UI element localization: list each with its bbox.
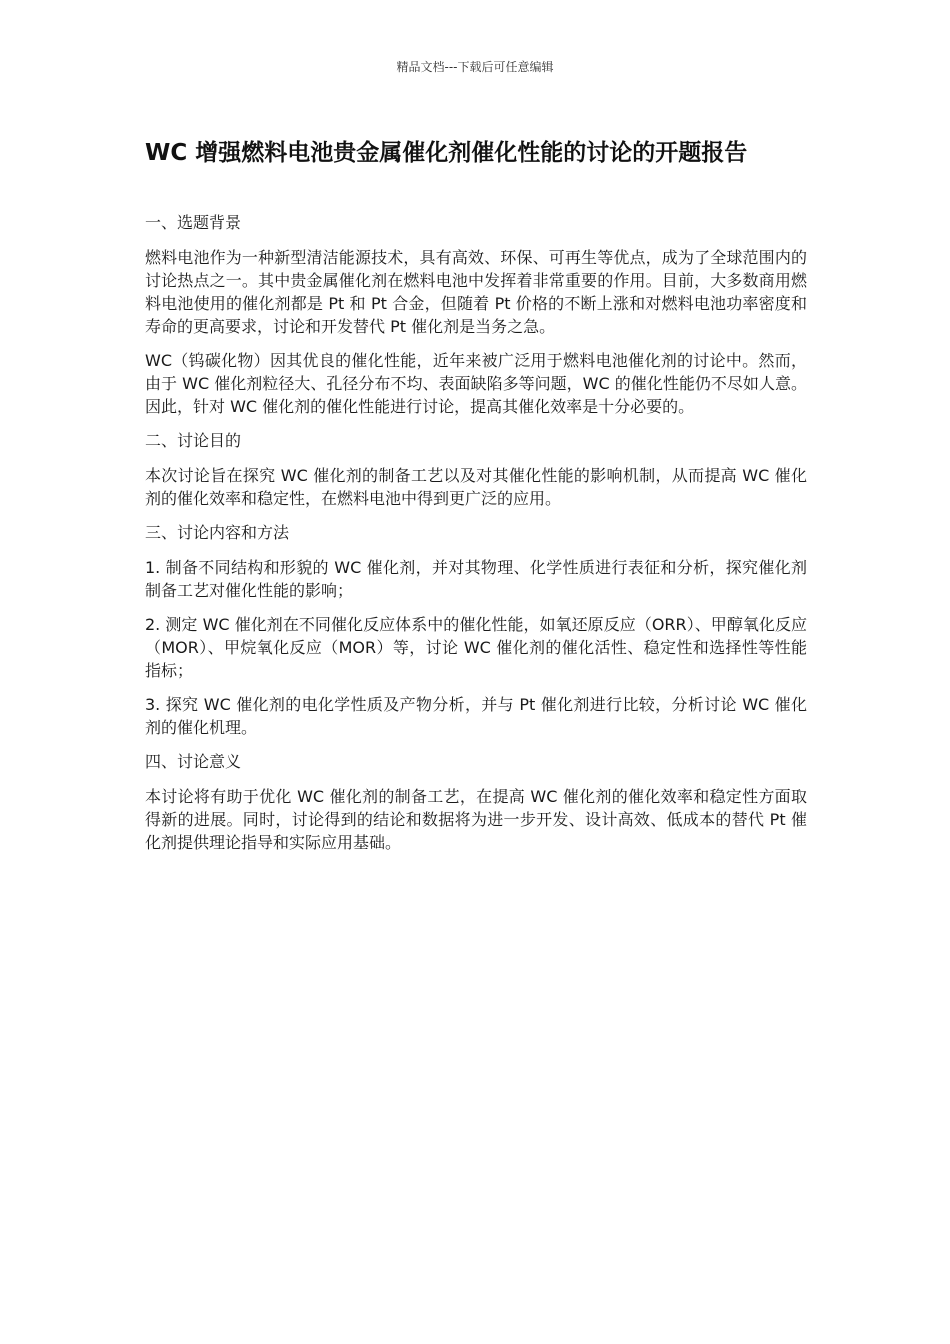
list-item: 1. 制备不同结构和形貌的 WC 催化剂，并对其物理、化学性质进行表征和分析，探究催化剂制备工艺对催化性能的影响； — [145, 558, 807, 600]
section-content-methods — [145, 521, 807, 739]
list-item: 2. 测定 WC 催化剂在不同催化反应体系中的催化性能，如氧还原反应（ORR）、甲醇氧化反应（MOR）、甲烷氧化反应（MOR）等，讨论 WC 催化剂的催化活性、稳定性和选择性等性能指标； — [145, 615, 807, 680]
document-body — [145, 137, 807, 865]
page-header: 精品文档---下载后可任意编辑 — [396, 60, 554, 74]
section-heading: 三、讨论内容和方法 — [145, 523, 290, 542]
section-significance — [145, 750, 807, 854]
section-heading: 二、讨论目的 — [145, 431, 242, 450]
section-heading: 一、选题背景 — [145, 213, 242, 232]
section-purpose — [145, 429, 807, 510]
paragraph: 本次讨论旨在探究 WC 催化剂的制备工艺以及对其催化性能的影响机制，从而提高 WC 催化剂的催化效率和稳定性，在燃料电池中得到更广泛的应用。 — [145, 466, 807, 508]
document-title: WC 增强燃料电池贵金属催化剂催化性能的讨论的开题报告 — [145, 140, 748, 166]
paragraph: 燃料电池作为一种新型清洁能源技术，具有高效、环保、可再生等优点，成为了全球范围内的讨论热点之一。其中贵金属催化剂在燃料电池中发挥着非常重要的作用。目前，大多数商用燃料电池使用的催化剂都是 Pt 和 Pt 合金，但随着 Pt 价格的不断上涨和对燃料电池功率密度和寿命的更高要求，讨论和开发替代 Pt 催化剂是当务之急。 — [145, 248, 807, 336]
section-background — [145, 211, 807, 418]
list-item: 3. 探究 WC 催化剂的电化学性质及产物分析，并与 Pt 催化剂进行比较，分析讨论 WC 催化剂的催化机理。 — [145, 695, 807, 737]
paragraph: WC（钨碳化物）因其优良的催化性能，近年来被广泛用于燃料电池催化剂的讨论中。然而，由于 WC 催化剂粒径大、孔径分布不均、表面缺陷多等问题，WC 的催化性能仍不尽如人意。因此，针对 WC 催化剂的催化性能进行讨论，提高其催化效率是十分必要的。 — [145, 351, 807, 416]
paragraph: 本讨论将有助于优化 WC 催化剂的制备工艺，在提高 WC 催化剂的催化效率和稳定性方面取得新的进展。同时，讨论得到的结论和数据将为进一步开发、设计高效、低成本的替代 Pt 催化剂提供理论指导和实际应用基础。 — [145, 787, 807, 852]
section-heading: 四、讨论意义 — [145, 752, 242, 771]
